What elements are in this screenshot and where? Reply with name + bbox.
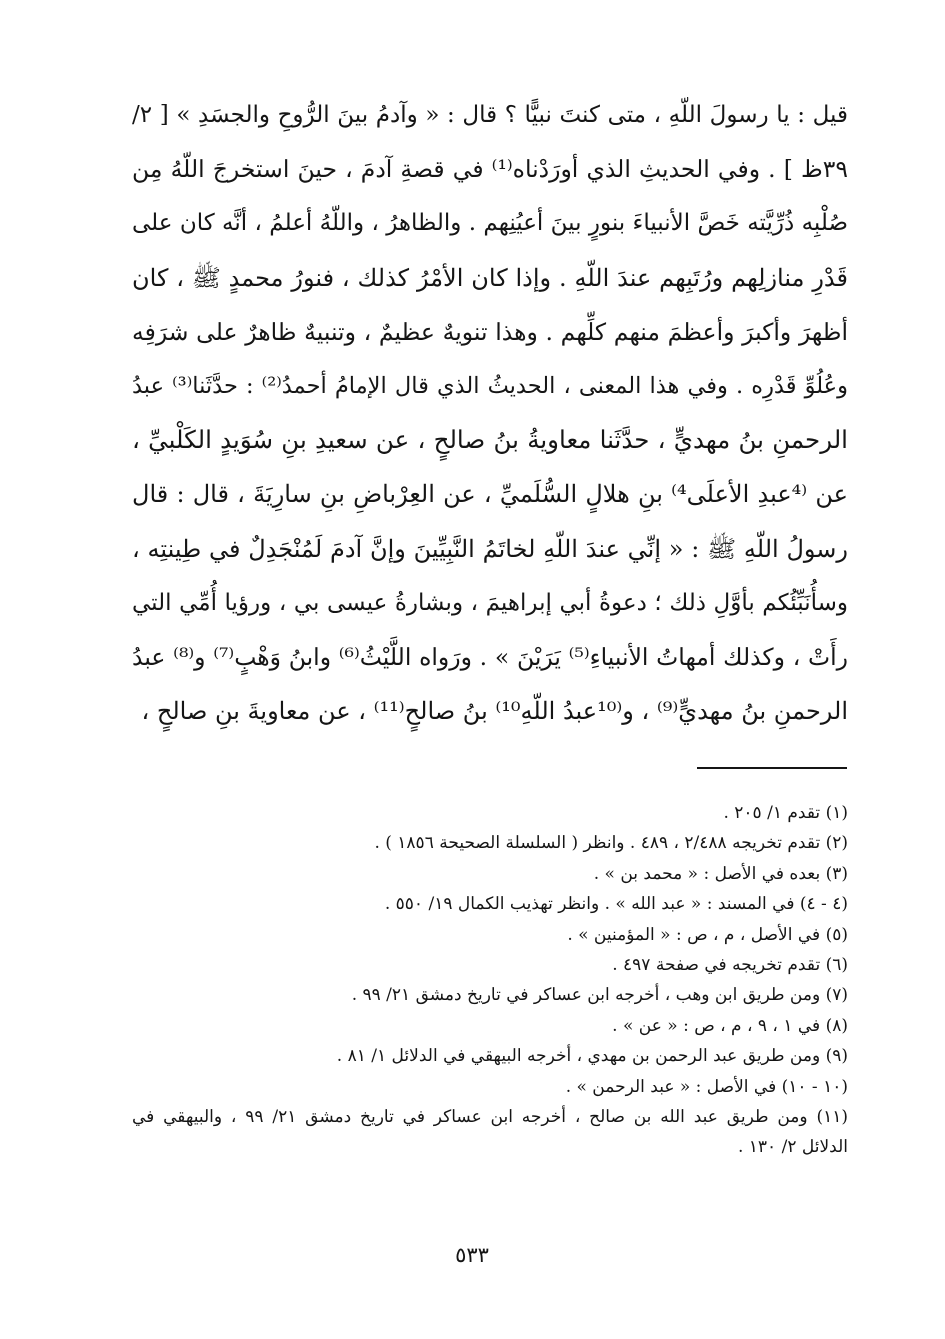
footnote-line: (٣) بعده في الأصل : « محمد بن » . <box>593 863 848 884</box>
footnote-line: الدلائل ٢/ ١٣٠ . <box>737 1137 848 1158</box>
text-line: قيل : يا رسولَ اللّهِ ، متى كنتَ نبيًّا ؟ قال : « وآدمُ بينَ الرُّوحِ والجسَدِ » [ ٢/ <box>132 102 848 128</box>
footnote-line: (٩) ومن طريق عبد الرحمن بن مهدي ، أخرجه البيهقي في الدلائل ١/ ٨١ . <box>336 1046 848 1067</box>
footnote-line: (٤ - ٤) في المسند : « عبد الله » . وانظر تهذيب الكمال ١٩/ ٥٥٠ . <box>384 894 848 915</box>
footnote-line: (١١) ومن طريق عبد الله بن صالح ، أخرجه ابن عساكر في تاريخ دمشق ٢١/ ٩٩ ، والبيهقي في <box>132 1106 848 1127</box>
text-line: الرحمنِ بنُ مهديٍّ ، حدَّثَنا معاويةُ بنُ صالحٍ ، عن سعيدِ بنِ سُوَيدٍ الكَلْبيِّ ، <box>132 425 848 455</box>
text-line: أظهرَ وأكبرَ وأعظمَ منهم كلِّهم . وهذا تنويهٌ عظيمٌ ، وتنبيهٌ ظاهرٌ على شرَفِه <box>132 317 848 346</box>
text-line: وعُلُوِّ قَدْرِه . وفي هذا المعنى ، الحديثُ الذي قال الإمامُ أحمدُ⁽²⁾ : حدَّثَنا⁽³⁾ عبدُ <box>132 372 848 399</box>
footnote-line: (٨) في ١ ، ٩ ، م ، ص : « عن » . <box>612 1015 848 1036</box>
text-line: وسأُنَبِّئُكم بأوَّلِ ذلك ؛ دعوةُ أبي إبراهيمَ ، وبشارةُ عيسى بي ، ورؤيا أُمِّي التي <box>132 589 848 616</box>
footnote-line: (٢) تقدم تخريجه ٢/٤٨٨ ، ٤٨٩ . وانظر ( السلسلة الصحيحة ١٨٥٦ ) . <box>374 833 848 854</box>
text-line: رسولُ اللّهِ ﷺ : « إنِّي عندَ اللّهِ لخاتَمُ النَّبِيِّينَ وإنَّ آدمَ لَمُنْجَدِلٌ في طِينتِه ، <box>132 534 848 563</box>
footnote-line: (٥) في الأصل ، م ، ص : « المؤمنين » . <box>567 924 848 945</box>
footnote-separator <box>697 767 847 769</box>
footnote-line: (١٠ - ١٠) في الأصل : « عبد الرحمن » . <box>565 1076 848 1097</box>
text-line: عن ⁽⁴عبدِ الأعلَى⁴⁾ بنِ هلالٍ السُّلَميِّ ، عن العِرْباضِ بنِ سارِيَةَ ، قال : قال <box>132 480 848 509</box>
text-line: الرحمنِ بنُ مهديٍّ⁽⁹⁾ ، و⁽¹⁰عبدُ اللّهِ¹⁰⁾ بنُ صالحٍ⁽¹¹⁾ ، عن معاويةَ بنِ صالحٍ ، <box>141 697 848 726</box>
text-line: رأَتْ ، وكذلك أمهاتُ الأنبياءِ⁽⁵⁾ يَرَيْنَ » . ورَواه اللَّيْثُ⁽⁶⁾ وابنُ وَهْبٍ⁽⁷⁾ و⁽⁸⁾ عبدُ <box>132 642 848 671</box>
text-line: ٣٩ظ ] . وفي الحديثِ الذي أورَدْناه⁽¹⁾ في قصةِ آدمَ ، حينَ استخرجَ اللّهُ مِن <box>132 155 848 184</box>
footnote-line: (١) تقدم ١/ ٢٠٥ . <box>723 803 848 823</box>
footnotes <box>132 798 848 1163</box>
footnote-line: (٦) تقدم تخريجه في صفحة ٤٩٧ . <box>612 954 848 975</box>
text-line: صُلْبِه ذُرِّيَّته خَصَّ الأنبياءَ بنورٍ بينَ أعيُنِهم . والظاهرُ ، واللّهُ أعلمُ ، أنَّه كان على <box>132 210 848 237</box>
footnote-line: (٧) ومن طريق ابن وهب ، أخرجه ابن عساكر في تاريخ دمشق ٢١/ ٩٩ . <box>351 985 848 1006</box>
page-number: ٥٣٣ <box>455 1243 489 1267</box>
text-line: قَدْرِ منازلِهم ورُتَبِهم عندَ اللّهِ . وإذا كان الأمْرُ كذلك ، فنورُ محمدٍ ﷺ ، كان <box>132 263 848 292</box>
main-text <box>132 88 848 738</box>
